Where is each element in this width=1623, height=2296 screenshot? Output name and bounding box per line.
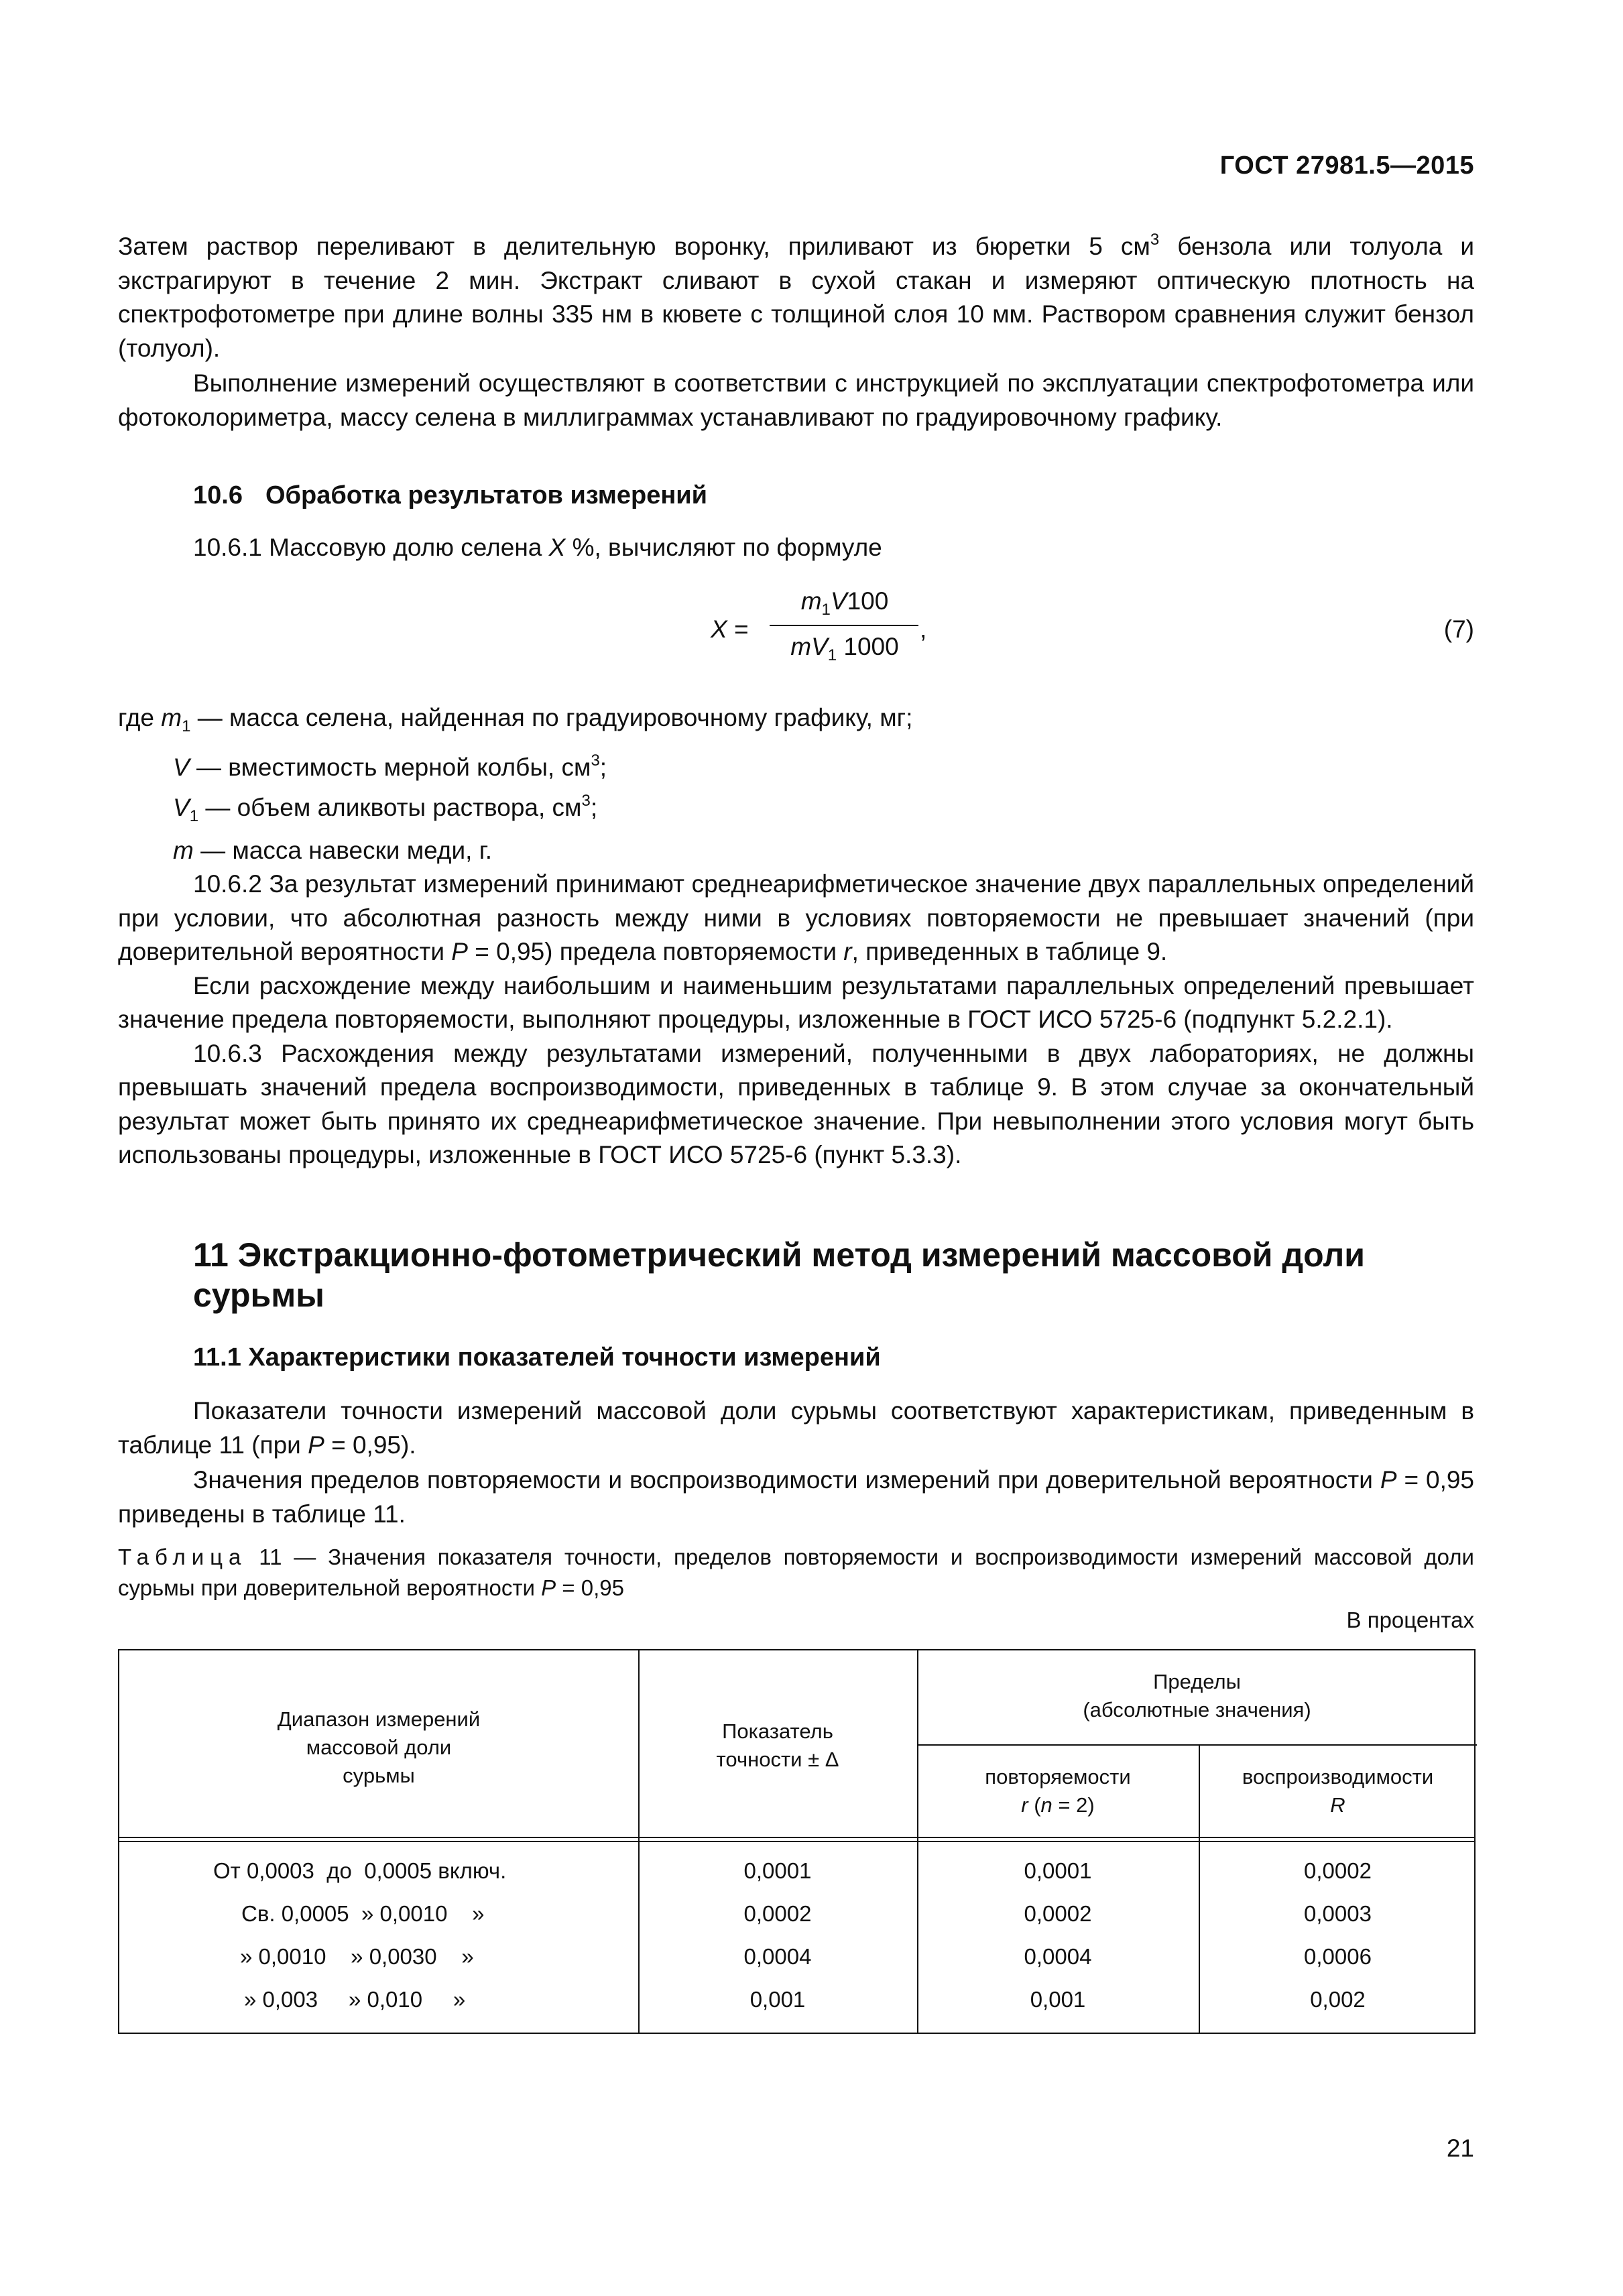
table-row: [119, 1987, 1474, 2027]
intro-paragraph-2: Выполнение измерений осуществляют в соответствии с инструкцией по эксплуатации спектрофотометра или фотоколориметра, массу селена в миллиграммах устанавливают по градуировочному графику.: [118, 369, 1474, 431]
legend-item: V — вместимость мерной колбы, $см^3$;: [173, 751, 607, 781]
section-heading-11: 11 Экстракционно-фотометрический метод измерений массовой доли сурьмы: [193, 1236, 1365, 1314]
formula-numerator: $m_1V100$: [800, 587, 889, 619]
formula-lhs: X =: [711, 615, 749, 643]
accuracy-cell: 0,0004: [743, 1944, 812, 1969]
paragraph-10-6-2: 10.6.2 За результат измерений принимают среднеарифметическое значение двух параллельных определений при условии, что абсолютная разность между ними в условиях повторяемости не превышает значений (при доверительной вероятности P = 0,95) предела повторяемости r, приведенных в таблице 9.: [118, 870, 1474, 965]
section-11-text: [118, 1394, 1474, 1531]
table-divider: [119, 1837, 1474, 1838]
repeat-cell: 0,001: [1030, 1987, 1086, 2012]
reprod-cell: 0,002: [1310, 1987, 1366, 2012]
repeat-cell: 0,0004: [1024, 1944, 1092, 1969]
legend-item: $V_1$ — объем аликвоты раствора, $см^3$;: [173, 792, 598, 825]
legend-item: m — масса навески меди, г.: [173, 836, 493, 864]
equation-number: (7): [1443, 615, 1474, 643]
paragraph-discrepancy: Если расхождение между наибольшим и наименьшим результатами параллельных определений превышает значение предела повторяемости, выполняют процедуры, изложенные в ГОСТ ИСО 5725-6 (подпункт 5.2.2.1).: [118, 971, 1474, 1033]
table-row: [119, 1858, 1474, 1898]
range-cell: Св. 0,0005 » 0,0010 »: [241, 1901, 485, 1926]
header-range: Диапазон измерений массовой доли сурьмы: [277, 1707, 481, 1787]
repeat-cell: 0,0002: [1024, 1901, 1092, 1926]
formula-denominator: $mV_1$ 1000: [790, 633, 899, 664]
paragraph-11-1-b: Значения пределов повторяемости и воспроизводимости измерений при доверительной вероятности P = 0,95 приведены в таблице 11.: [118, 1466, 1474, 1528]
header-limits: Пределы (абсолютные значения): [1083, 1670, 1311, 1721]
header-repeatability: повторяемости r (n = 2): [985, 1765, 1131, 1817]
paragraph-10-6-1: 10.6.1 Массовую долю селена X %, вычисляют по формуле: [193, 534, 882, 561]
formula-legend: [118, 701, 1474, 1172]
intro-text: [118, 223, 1474, 434]
legend-item: где $m_1$ — масса селена, найденная по градуировочному графику, мг;: [118, 704, 913, 735]
reprod-cell: 0,0002: [1304, 1858, 1372, 1883]
paragraph-10-6-3: 10.6.3 Расхождения между результатами измерений, полученными в двух лабораториях, не должны превышать значений предела воспроизводимости, приведенных в таблице 9. В этом случае за окончательный результат может быть принято их среднеарифметическое значение. При невыполнении этого условия могут быть использованы процедуры, изложенные в ГОСТ ИСО 5725-6 (пункт 5.3.3).: [118, 1039, 1474, 1168]
table-divider: [119, 1841, 1474, 1842]
header-reproducibility: воспроизводимости R: [1242, 1765, 1434, 1817]
section-heading-10-6: 10.6 Обработка результатов измерений: [193, 481, 708, 509]
range-cell: От 0,0003 до 0,0005 включ.: [213, 1858, 507, 1883]
paragraph-11-1-a: Показатели точности измерений массовой доли сурьмы соответствуют характеристикам, приведенным в таблице 11 (при P = 0,95).: [118, 1397, 1474, 1459]
table-caption: Таблица 11 — Значения показателя точности, пределов повторяемости и воспроизводимости измерений массовой доли сурьмы при доверительной вероятности P = 0,95: [118, 1545, 1474, 1600]
range-cell: » 0,003 » 0,010 »: [244, 1987, 466, 2012]
table-row: [119, 1901, 1474, 1941]
repeat-cell: 0,0001: [1024, 1858, 1092, 1883]
standard-code: ГОСТ 27981.5—2015: [1219, 152, 1474, 180]
header-accuracy: Показатель точности ± Δ: [716, 1719, 839, 1771]
intro-paragraph-1: Затем раствор переливают в делительную воронку, приливают из бюретки 5 $см^3$ бензола или толуола и экстрагируют в течение 2 мин. Экстракт сливают в сухой стакан и измеряют оптическую плотность на спектрофотометре при длине волны 335 нм в кювете с толщиной слоя 10 мм. Раствором сравнения служит бензол (толуол).: [118, 231, 1474, 362]
fraction-bar: [770, 625, 918, 626]
accuracy-cell: 0,0002: [743, 1901, 812, 1926]
reprod-cell: 0,0006: [1304, 1944, 1372, 1969]
reprod-cell: 0,0003: [1304, 1901, 1372, 1926]
table-divider: [917, 1744, 1477, 1746]
range-cell: » 0,0010 » 0,0030 »: [240, 1944, 474, 1969]
formula-7: X = $m_1V100$ $mV_1$ 1000 ,: [711, 587, 927, 664]
accuracy-cell: 0,0001: [743, 1858, 812, 1883]
table-units: В процентах: [1346, 1608, 1474, 1632]
page-number: 21: [1446, 2134, 1474, 2162]
accuracy-cell: 0,001: [749, 1987, 806, 2012]
section-heading-11-1: 11.1 Характеристики показателей точности измерений: [193, 1343, 881, 1372]
table-row: [119, 1944, 1474, 1984]
table-11: [118, 1649, 1476, 2034]
